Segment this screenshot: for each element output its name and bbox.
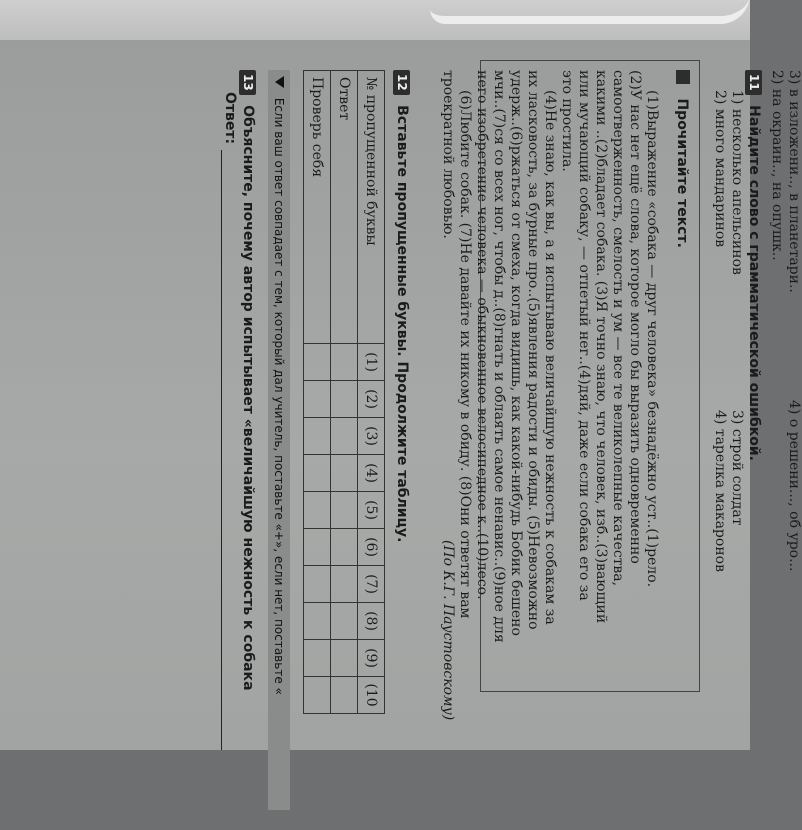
column-header: (9)	[358, 640, 385, 677]
task-11-title: Найдите слово с грамматической ошибкой.	[746, 105, 762, 461]
text-line: удерж..(6)ржаться от смеха, когда видишь, как какой-нибудь Бобик бешено	[508, 70, 524, 636]
prev-option-2: 2) на окраин.., на опушк..	[769, 70, 785, 261]
answer-table	[303, 70, 385, 714]
prev-task-line-1b	[785, 400, 802, 571]
task-12-title-line	[393, 70, 410, 542]
prev-option-3: 3) в изложени.., в планетари..	[786, 70, 802, 293]
text-line: (6)Любите собак. (7)Не давайте их никому в обиду. (8)Они ответят вам	[457, 90, 473, 619]
column-header: (7)	[358, 566, 385, 603]
text-line: самоотверженность, смелость и ум — все те великолепные качества,	[610, 70, 626, 587]
task-13-title: Объясните, почему автор испытывает «величайшую нежность к собака	[240, 105, 256, 691]
column-header: (5)	[358, 492, 385, 529]
table-row	[331, 71, 358, 714]
check-cell[interactable]	[304, 492, 331, 529]
text-line: мчи..(7)ся со всех ног, чтобы д..(8)гнать и облаять самое ненавис..(9)ное для	[491, 70, 507, 643]
answer-cell[interactable]	[331, 603, 358, 640]
prev-task-line-2	[768, 70, 785, 261]
answer-rule[interactable]	[221, 150, 222, 750]
column-header: (1)	[358, 344, 385, 381]
answer-cell[interactable]	[331, 344, 358, 381]
check-cell[interactable]	[304, 529, 331, 566]
text-line: него изобретение человека — обыкновенное велосипедное к..(10)лесо.	[474, 70, 490, 600]
square-bullet-icon	[676, 70, 690, 84]
column-header: (4)	[358, 455, 385, 492]
answer-cell[interactable]	[331, 640, 358, 677]
check-cell[interactable]	[304, 603, 331, 640]
check-cell[interactable]	[304, 344, 331, 381]
task-13-answer-line	[221, 92, 238, 144]
task-11-option-3: 3) строй солдат	[729, 410, 745, 526]
footnote-band	[268, 70, 290, 810]
column-header: (2)	[358, 381, 385, 418]
row-header: Ответ	[331, 71, 358, 344]
row-header: № пропущенной буквы	[358, 71, 385, 344]
read-label: Прочитайте текст.	[674, 98, 690, 248]
answer-cell[interactable]	[331, 381, 358, 418]
answer-cell[interactable]	[331, 566, 358, 603]
task-11-option-2: 2) много мандаринов	[712, 90, 728, 248]
text-line: это простила.	[559, 70, 575, 172]
source-attribution: (По К.Г. Паустовскому)	[440, 540, 456, 721]
task-12-title: Вставьте пропущенные буквы. Продолжите таблицу.	[394, 105, 410, 543]
charging-cable	[430, 0, 750, 24]
prev-task-line-1	[785, 70, 802, 293]
text-line: троекратной любовью.	[440, 70, 456, 239]
check-cell[interactable]	[304, 381, 331, 418]
answer-label: Ответ:	[222, 92, 238, 145]
read-instruction	[673, 70, 690, 248]
column-header: (10	[358, 677, 385, 714]
triangle-bullet-icon	[275, 76, 284, 88]
task-11-option-4: 4) тарелка макаронов	[712, 410, 728, 572]
answer-cell[interactable]	[331, 418, 358, 455]
column-header: (6)	[358, 529, 385, 566]
check-cell[interactable]	[304, 640, 331, 677]
task-13-badge: 13	[239, 70, 256, 95]
check-cell[interactable]	[304, 455, 331, 492]
task-13-title-line	[239, 70, 256, 691]
task-11-title-line	[745, 70, 762, 461]
text-line: или мучающий собаку, — отпетый нег..(4)дяй, даже если собака его за	[576, 70, 592, 601]
prev-option-4: 4) о решени..., об уро...	[786, 400, 802, 572]
row-header: Проверь себя	[304, 71, 331, 344]
footnote-text: Если ваш ответ совпадает с тем, который дал учитель, поставьте «+», если нет, поставьте «	[272, 97, 286, 695]
check-cell[interactable]	[304, 418, 331, 455]
task-11-badge: 11	[745, 70, 762, 95]
column-header: (3)	[358, 418, 385, 455]
text-line: (4)Не знаю, как вы, а я испытываю величайшую нежность к собакам за	[542, 90, 558, 625]
answer-cell[interactable]	[331, 677, 358, 714]
text-line: их ласковость, за бурные про..(5)явления радости и обиды. (5)Невозможно	[525, 70, 541, 630]
check-cell[interactable]	[304, 677, 331, 714]
table-row	[304, 71, 331, 714]
text-line: (2)У нас нет ещё слова, которое могло бы выразить одновременно	[627, 70, 643, 564]
text-line: (1)Выражение «собака — друг человека» безнадёжно уст..(1)рело.	[644, 90, 660, 588]
text-line: какими ..(2)бладает собака. (3)Я точно знаю, что человек, изб..(3)вающий	[593, 70, 609, 624]
answer-cell[interactable]	[331, 529, 358, 566]
task-12-badge: 12	[393, 70, 410, 95]
answer-cell[interactable]	[331, 455, 358, 492]
rotated-page-content	[0, 70, 802, 830]
check-cell[interactable]	[304, 566, 331, 603]
task-11-option-1: 1) несколько апельсинов	[729, 90, 745, 275]
table-row	[358, 71, 385, 714]
column-header: (8)	[358, 603, 385, 640]
answer-cell[interactable]	[331, 492, 358, 529]
